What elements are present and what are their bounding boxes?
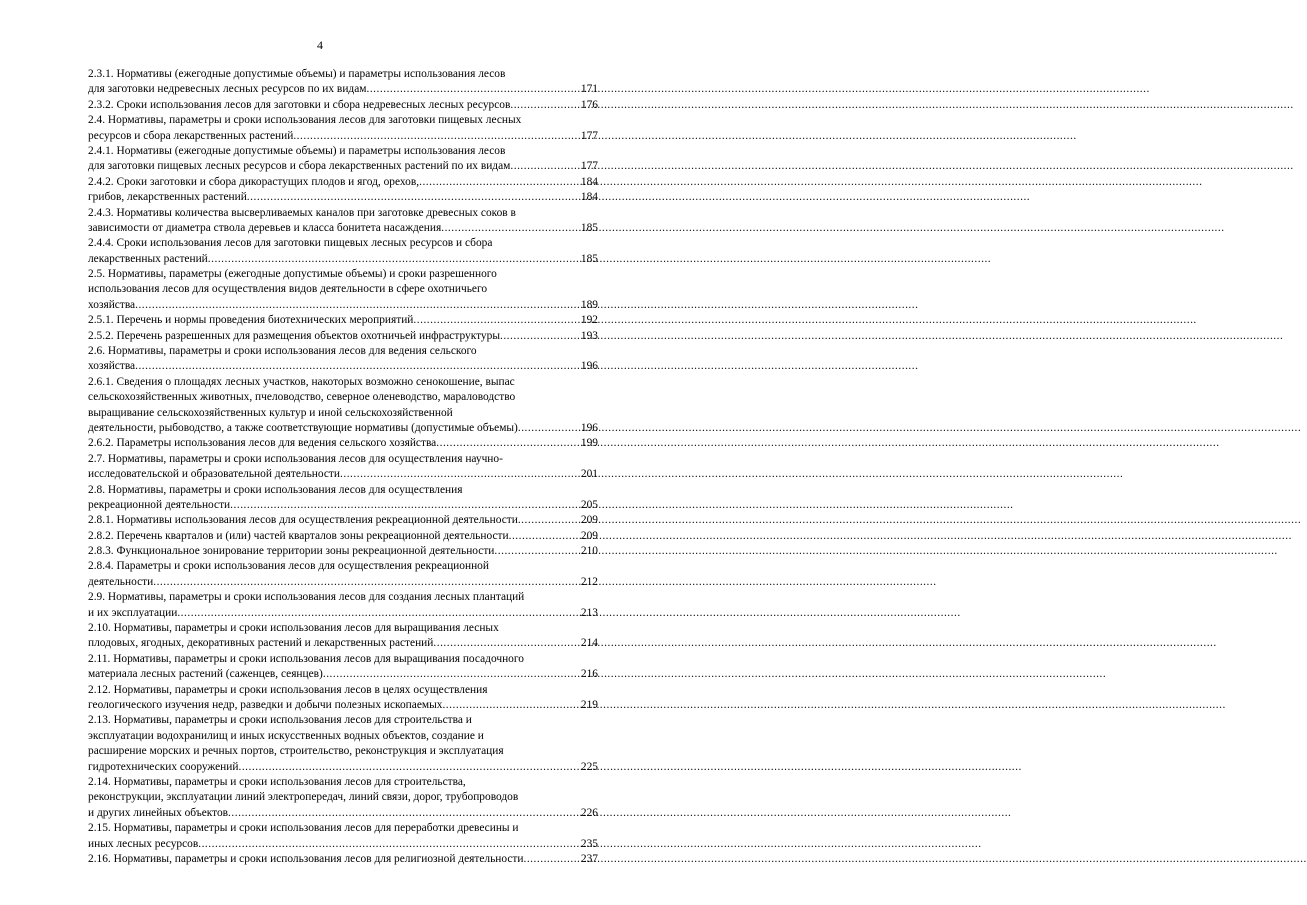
toc-page-number: 216 [580,668,598,681]
toc-page-number: 214 [580,637,598,650]
toc-entry-line [88,129,598,144]
dot-leader [323,667,580,682]
toc-entry-text: эксплуатации водохранилищ и иных искусственных водных объектов, создание и [88,729,484,742]
toc-entry-line [88,98,598,113]
toc-page-number: 184 [580,191,598,204]
toc-entry[interactable] [88,175,598,190]
toc-entry-text: 2.5.2. Перечень разрешенных для размещения объектов охотничьей инфраструктуры [88,329,500,342]
toc-entry-text: 2.16. Нормативы, параметры и сроки использования лесов для религиозной деятельности [88,852,524,865]
toc-entry-text: реконструкции, эксплуатации линий электропередач, линий связи, дорог, трубопроводов [88,791,519,804]
dot-leader [494,544,580,559]
toc-entry-line [88,529,598,544]
toc-entry-text: 2.7. Нормативы, параметры и сроки использования лесов для осуществления научно- [88,452,503,465]
toc-entry-text: 2.8.1. Нормативы использования лесов для осуществления рекреационной деятельности [88,514,518,527]
toc-entry-text: 2.6.1. Сведения о площадях лесных участков, накоторых возможно сенокошение, выпас [88,375,515,388]
toc-entry-line [88,652,598,667]
toc-entry-line [88,113,598,128]
toc-entry-line [88,452,598,467]
toc-page-number: 196 [580,360,598,373]
dot-leader [366,82,579,97]
dot-leader [177,606,580,621]
toc-entry-line [88,82,598,97]
toc-entry-text: и их эксплуатации [88,606,178,619]
toc-entry-text: 2.5. Нормативы, параметры (ежегодные допустимые объемы) и сроки разрешенного [88,268,497,281]
toc-entry-line [88,667,598,682]
toc-entry[interactable] [88,560,598,591]
toc-page-number: 209 [580,529,598,542]
dot-leader [510,98,580,113]
toc-entry-line [88,790,598,805]
toc-entry-text: и других линейных объектов [88,806,229,819]
toc-page-number: 192 [580,314,598,327]
dot-leader [228,806,580,821]
dot-leader [208,252,580,267]
toc-entry-text: геологического изучения недр, разведки и добычи полезных ископаемых [88,699,443,711]
toc-entry[interactable] [88,775,598,821]
toc-entry-text: исследовательской и образовательной деятельности [88,468,340,481]
toc-page-number: 185 [580,252,598,265]
toc-entry-line [88,159,598,174]
toc-page-number: 189 [580,298,598,311]
toc-entry-text: хозяйства [88,298,136,311]
toc-page-number: 176 [580,98,598,111]
toc-entry-text: зависимости от диаметра ствола деревьев и класса бонитета насаждения [88,221,442,234]
toc-entry-line [88,775,598,790]
toc-entry-text: 2.10. Нормативы, параметры и сроки использования лесов для выращивания лесных [88,622,499,635]
toc-entry-line [88,175,598,190]
toc-page-number: 209 [580,514,598,527]
dot-leader [135,298,580,313]
toc-entry-line [88,282,598,297]
toc-entry-text: 2.4. Нормативы, параметры и сроки использования лесов для заготовки пищевых лесных [88,114,522,127]
toc-page-number: 219 [580,699,598,711]
dot-leader [153,575,580,590]
toc-page-number: 177 [580,160,598,173]
toc-entry-text: 2.14. Нормативы, параметры и сроки использования лесов для строительства, [88,775,466,788]
toc-entry[interactable] [88,236,598,267]
toc-entry-line [88,698,598,713]
toc-entry-text: расширение морских и речных портов, строительство, реконструкция и эксплуатация [88,745,504,758]
toc-entry-text: 2.3.2. Сроки использования лесов для заготовки и сбора недревесных лесных ресурсов [88,98,511,111]
toc-entry[interactable] [88,98,598,113]
toc-entry-text: для заготовки недревесных лесных ресурсов по их видам [88,83,367,96]
dot-leader [419,175,580,190]
toc-page-number: 226 [580,806,598,819]
dot-leader [518,421,580,436]
dot-leader [135,359,580,374]
toc-entry[interactable] [88,144,598,175]
toc-entry-text: использования лесов для осуществления видов деятельности в сфере охотничьего [88,283,488,296]
toc-entry[interactable] [88,513,598,528]
table-of-contents [88,67,598,867]
toc-entry-text: 2.6. Нормативы, параметры и сроки использования лесов для ведения сельского [88,345,477,358]
dot-leader [413,313,580,328]
toc-entry[interactable] [88,190,598,205]
toc-entry-text: материала лесных растений (саженцев, сеянцев) [88,668,323,681]
dot-leader [518,513,580,528]
toc-entry[interactable] [88,267,598,313]
toc-entry-text: 2.15. Нормативы, параметры и сроки использования лесов для переработки древесины и [88,822,519,835]
toc-page-number: 205 [580,498,598,511]
toc-entry-line [88,744,598,759]
toc-page-number: 235 [580,837,598,850]
toc-entry-line [88,375,598,390]
toc-entry-text: сельскохозяйственных животных, пчеловодство, северное оленеводство, мараловодство [88,391,516,404]
dot-leader [509,529,580,544]
toc-entry[interactable] [88,113,598,144]
page-number: 4 [317,38,323,52]
dot-leader [523,852,579,867]
toc-entry-line [88,329,598,344]
toc-page-number: 212 [580,575,598,588]
toc-entry[interactable] [88,329,598,344]
toc-page-number: 225 [580,760,598,773]
toc-entry[interactable] [88,821,598,852]
toc-entry[interactable] [88,621,598,652]
toc-entry-line [88,344,598,359]
toc-entry-text: 2.8.4. Параметры и сроки использования лесов для осуществления рекреационной [88,560,489,573]
toc-entry-text: 2.11. Нормативы, параметры и сроки использования лесов для выращивания посадочного [88,652,524,665]
toc-entry-line [88,713,598,728]
toc-entry-line [88,760,598,775]
toc-entry-line [88,252,598,267]
toc-entry-text: деятельности, рыбоводство, а также соответствующие нормативы (допустимые объемы) [88,421,518,434]
dot-leader [340,467,580,482]
toc-entry-line [88,483,598,498]
toc-entry-text: иных лесных ресурсов [88,837,199,850]
toc-page-number: 184 [580,175,598,188]
toc-entry[interactable] [88,436,598,451]
toc-entry-line [88,144,598,159]
toc-entry-text: 2.8. Нормативы, параметры и сроки использования лесов для осуществления [88,483,463,496]
toc-entry[interactable] [88,375,598,437]
toc-entry-line [88,190,598,205]
dot-leader [198,837,580,852]
toc-page-number: 213 [580,606,598,619]
toc-entry-line [88,298,598,313]
toc-entry-line [88,806,598,821]
toc-entry[interactable] [88,206,598,237]
toc-entry-text: 2.3.1. Нормативы (ежегодные допустимые объемы) и параметры использования лесов [88,67,506,80]
toc-entry[interactable] [88,483,598,514]
dot-leader [510,159,580,174]
toc-entry-text: 2.4.3. Нормативы количества высверливаемых каналов при заготовке древесных соков в [88,206,516,219]
toc-entry-line [88,821,598,836]
toc-entry-line [88,436,598,451]
toc-page-number: 177 [580,129,598,142]
toc-entry-text: для заготовки пищевых лесных ресурсов и сбора лекарственных растений по их видам [88,160,511,173]
toc-entry[interactable] [88,544,598,559]
toc-entry-text: грибов, лекарственных растений [88,191,247,204]
toc-entry-text: лекарственных растений [88,252,208,265]
toc-entry-text: гидротехнических сооружений [88,760,239,773]
toc-entry-text: 2.8.2. Перечень кварталов и (или) частей кварталов зоны рекреационной деятельности [88,529,509,542]
toc-entry-line [88,390,598,405]
toc-entry-line [88,513,598,528]
toc-entry-text: 2.4.2. Сроки заготовки и сбора дикорастущих плодов и ягод, орехов, [88,175,420,188]
toc-entry-line [88,421,598,436]
toc-entry-text: рекреационной деятельности [88,498,231,511]
toc-page-number: 201 [580,468,598,481]
toc-entry-line [88,236,598,251]
dot-leader [441,221,580,236]
toc-page-number: 193 [580,329,598,342]
toc-entry[interactable] [88,683,598,714]
toc-entry-line [88,560,598,575]
toc-entry-line [88,313,598,328]
toc-entry[interactable] [88,313,598,328]
toc-entry-line [88,67,598,82]
toc-entry-line [88,406,598,421]
toc-entry-line [88,606,598,621]
toc-entry-line [88,544,598,559]
dot-leader [247,190,580,205]
toc-entry-text: 2.4.4. Сроки использования лесов для заготовки пищевых лесных ресурсов и сбора [88,237,493,250]
toc-entry[interactable] [88,452,598,483]
toc-page-number: 196 [580,421,598,434]
toc-entry-line [88,683,598,698]
toc-entry-text: ресурсов и сбора лекарственных растений [88,129,294,142]
toc-entry[interactable] [88,652,598,683]
toc-entry[interactable] [88,67,598,98]
toc-entry-text: хозяйства [88,360,136,373]
toc-entry-line [88,621,598,636]
toc-entry-line [88,636,598,651]
toc-entry-text: выращивание сельскохозяйственных культур и иной сельскохозяйственной [88,406,453,419]
toc-entry[interactable] [88,590,598,621]
toc-entry-line [88,498,598,513]
toc-entry[interactable] [88,529,598,544]
toc-entry[interactable] [88,344,598,375]
toc-entry-text: 2.5.1. Перечень и нормы проведения биотехнических мероприятий [88,314,414,327]
toc-entry-text: 2.9. Нормативы, параметры и сроки использования лесов для создания лесных плантаций [88,591,525,604]
toc-entry-line [88,467,598,482]
toc-page-number: 237 [580,852,598,865]
toc-entry-line [88,837,598,852]
dot-leader [230,498,580,513]
dot-leader [293,129,580,144]
toc-entry-line [88,359,598,374]
toc-entry[interactable] [88,852,598,867]
dot-leader [433,636,580,651]
toc-entry-line [88,590,598,605]
toc-entry-line [88,206,598,221]
toc-entry-line [88,729,598,744]
toc-entry-text: 2.13. Нормативы, параметры и сроки использования лесов для строительства и [88,714,472,727]
toc-entry-line [88,852,598,867]
dot-leader [442,698,579,713]
toc-entry-text: 2.4.1. Нормативы (ежегодные допустимые объемы) и параметры использования лесов [88,144,506,157]
toc-page-number: 185 [580,221,598,234]
toc-entry-text: 2.12. Нормативы, параметры и сроки использования лесов в целях осуществления [88,683,488,696]
toc-entry-line [88,267,598,282]
toc-entry-line [88,221,598,236]
toc-entry-text: плодовых, ягодных, декоративных растений и лекарственных растений [88,637,434,650]
toc-entry[interactable] [88,713,598,775]
toc-page-number: 199 [580,437,598,450]
dot-leader [436,436,580,451]
toc-page-number: 210 [580,545,598,558]
dot-leader [238,760,579,775]
toc-entry-text: 2.8.3. Функциональное зонирование территории зоны рекреационной деятельности [88,545,495,558]
toc-entry-line [88,575,598,590]
toc-entry-text: 2.6.2. Параметры использования лесов для ведения сельского хозяйства [88,437,437,450]
toc-entry-text: деятельности [88,575,154,588]
toc-page-number: 171 [580,83,598,96]
dot-leader [500,329,580,344]
